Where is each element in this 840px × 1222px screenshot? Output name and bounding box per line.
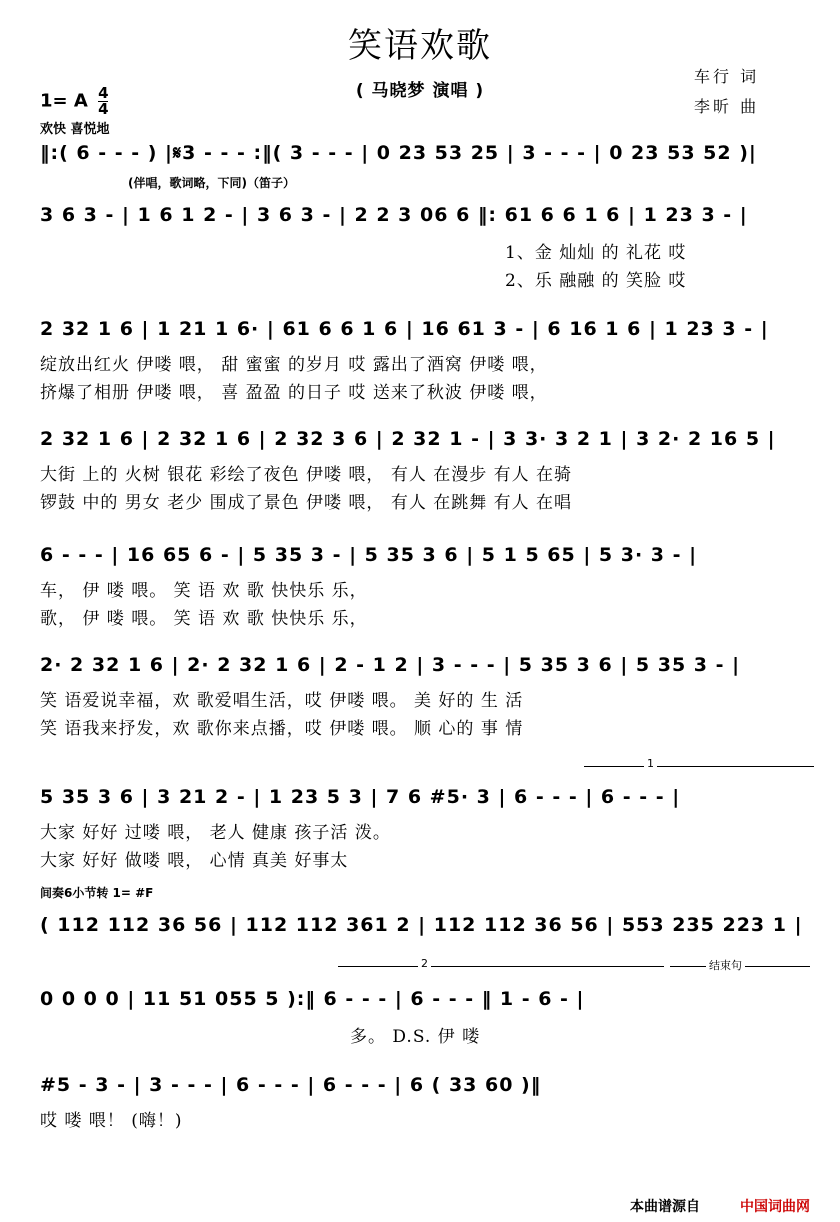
lyric-9: 多。 D.S. 伊 喽: [350, 1027, 481, 1047]
lyricist-credit: 车行 词: [694, 67, 760, 86]
lyric-7b: 大家 好好 做喽 喂， 心情 真美 好事太: [40, 851, 349, 871]
score-line-3: 2 32 1 6 | 1 21 1 6· | 61 6 6 1 6 | 16 61 3 - | 6 16 1 6 | 1 23 3 - |: [40, 318, 769, 340]
time-signature: [98, 86, 108, 117]
lyric-4a: 大街 上的 火树 银花 彩绘了夜色 伊喽 喂， 有人 在漫步 有人 在骑: [40, 465, 573, 485]
volta-number-2: 2: [418, 957, 431, 970]
volta-bracket-1: [584, 757, 814, 775]
key-signature: [40, 86, 109, 117]
lyric-4b: 锣鼓 中的 男女 老少 围成了景色 伊喽 喂， 有人 在跳舞 有人 在唱: [40, 493, 573, 513]
score-line-6: 2· 2 32 1 6 | 2· 2 32 1 6 | 2 - 1 2 | 3 - - - | 5 35 3 6 | 5 35 3 - |: [40, 654, 741, 676]
key-label: 1= A: [40, 90, 88, 112]
composer-credit: 李昕 曲: [694, 97, 760, 116]
lyric-5a: 车， 伊 喽 喂。 笑 语 欢 歌 快快乐 乐，: [40, 581, 368, 601]
score-line-2: 3 6 3 - | 1 6 1 2 - | 3 6 3 - | 2 2 3 06 6 ‖: 61 6 6 1 6 | 1 23 3 - |: [40, 204, 748, 226]
score-line-7: 5 35 3 6 | 3 21 2 - | 1 23 5 3 | 7 6 #5· 3 | 6 - - - | 6 - - - |: [40, 786, 681, 808]
score-line-8: ( 112 112 36 56 | 112 112 361 2 | 112 112 36 56 | 553 235 223 1 |: [40, 914, 803, 936]
singer-credit: ( 马晓梦 演唱 ): [355, 81, 485, 101]
lyric-2a: 1、金 灿灿 的 礼花 哎: [505, 243, 687, 263]
score-line-9: 0 0 0 0 | 11 51 055 5 ):‖ 6 - - - | 6 - - - ‖ 1 - 6 - |: [40, 988, 585, 1010]
lyric-6b: 笑 语我来抒发，欢 歌你来点播，哎 伊喽 喂。 顺 心的 事 情: [40, 719, 524, 739]
interlude-note: 间奏6小节转 1= #F: [40, 886, 154, 900]
lyric-10: 哎 喽 喂！ (嗨！): [40, 1111, 183, 1131]
accompaniment-note: (伴唱，歌词略，下同)（笛子）: [128, 176, 295, 190]
score-line-10: #5 - 3 - | 3 - - - | 6 - - - | 6 - - - | 6 ( 33 60 )‖: [40, 1074, 542, 1096]
song-title: 笑语欢歌: [348, 26, 492, 66]
ending-label: 结束句: [706, 957, 745, 973]
lyric-3b: 挤爆了相册 伊喽 喂， 喜 盈盈 的日子 哎 送来了秋波 伊喽 喂，: [40, 383, 548, 403]
footer-source: 本曲谱源自: [630, 1199, 700, 1215]
volta-number-1: 1: [644, 757, 657, 770]
lyric-3a: 绽放出红火 伊喽 喂， 甜 蜜蜜 的岁月 哎 露出了酒窝 伊喽 喂，: [40, 355, 548, 375]
lyric-7a: 大家 好好 过喽 喂， 老人 健康 孩子活 泼。: [40, 823, 391, 843]
ending-bracket: [670, 959, 810, 975]
time-top: 4: [98, 84, 109, 102]
score-line-1: ‖:( 6 - - - ) |𝄋3 - - - :‖( 3 - - - | 0 23 53 25 | 3 - - - | 0 23 53 52 )|: [40, 142, 757, 164]
lyric-6a: 笑 语爱说幸福，欢 歌爱唱生活，哎 伊喽 喂。 美 好的 生 活: [40, 691, 524, 711]
lyric-5b: 歌， 伊 喽 喂。 笑 语 欢 歌 快快乐 乐，: [40, 609, 368, 629]
volta-bracket-2: [338, 957, 664, 975]
score-line-5: 6 - - - | 16 65 6 - | 5 35 3 - | 5 35 3 6 | 5 1 5 65 | 5 3· 3 - |: [40, 544, 698, 566]
time-bottom: 4: [98, 100, 109, 118]
footer-site: 中国词曲网: [740, 1199, 810, 1215]
score-line-4: 2 32 1 6 | 2 32 1 6 | 2 32 3 6 | 2 32 1 - | 3 3· 3 2 1 | 3 2· 2 16 5 |: [40, 428, 776, 450]
tempo-marking: 欢快 喜悦地: [40, 122, 110, 137]
lyric-2b: 2、乐 融融 的 笑脸 哎: [505, 271, 687, 291]
